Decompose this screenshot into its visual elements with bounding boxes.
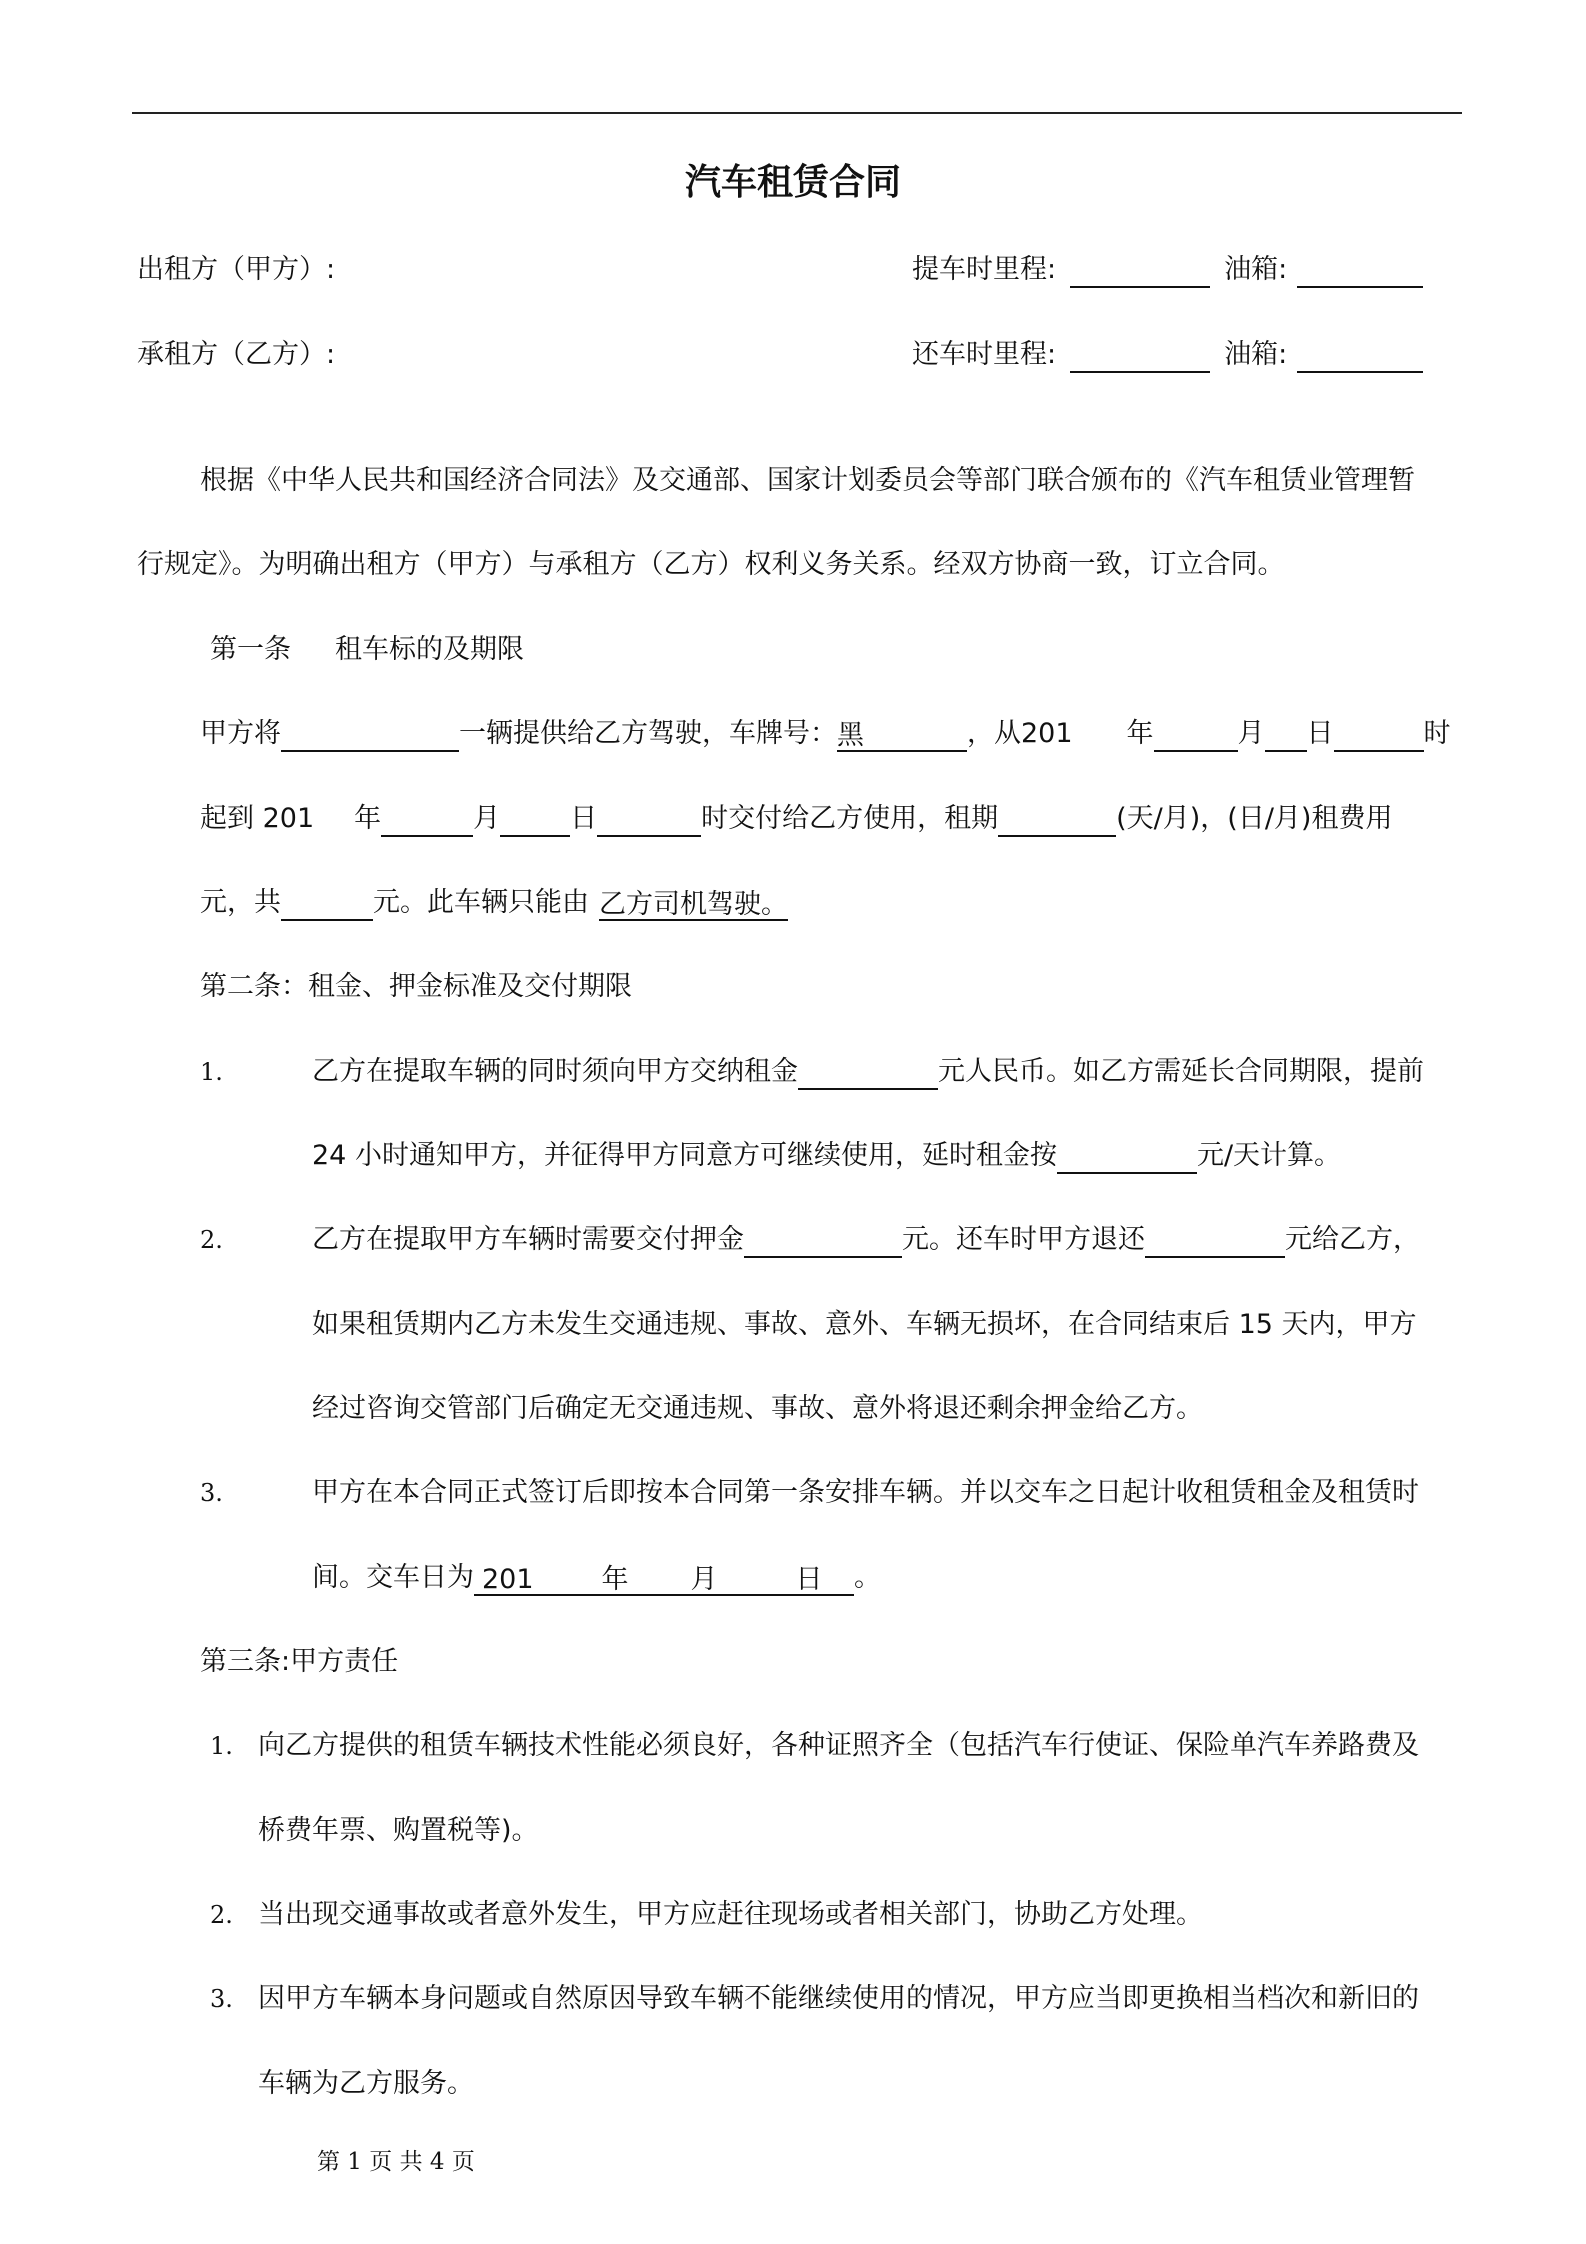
pickup-mileage-field xyxy=(912,252,1423,288)
lessor-label: 出租方（甲方）: xyxy=(137,254,336,285)
intro-line-1: 根据《中华人民共和国经济合同法》及交通部、国家计划委员会等部门联合颁布的《汽车租赁业管理暂 xyxy=(200,465,1415,496)
article3-item1-line-1: 向乙方提供的租赁车辆技术性能必须良好，各种证照齐全（包括汽车行使证、保险单汽车养路费及 xyxy=(258,1730,1419,1761)
return-mileage-field xyxy=(912,337,1423,373)
deposit-blank[interactable] xyxy=(744,1224,902,1258)
end-hour-blank[interactable] xyxy=(597,803,701,837)
article1-title: 租车标的及期限 xyxy=(335,634,524,665)
article2-item3-line-1: 甲方在本合同正式签订后即按本合同第一条安排车辆。并以交车之日起计收租赁租金及租赁时 xyxy=(312,1477,1419,1508)
article2-item2-number: 2. xyxy=(200,1226,223,1254)
article2-item2-line-1: 乙方在提取甲方车辆时需要交付押金 元。还车时甲方退还 元给乙方， xyxy=(312,1222,1420,1258)
rental-period-blank[interactable] xyxy=(998,803,1116,837)
delivery-date-blank[interactable]: 201 年 月 日 xyxy=(474,1562,854,1596)
article3-item2-number: 2. xyxy=(210,1901,233,1929)
start-day-blank[interactable] xyxy=(1265,718,1307,752)
pickup-mileage-blank[interactable] xyxy=(1070,254,1210,288)
start-hour-blank[interactable] xyxy=(1334,718,1424,752)
vehicle-blank[interactable] xyxy=(281,718,459,752)
article2-item1-line-1: 乙方在提取车辆的同时须向甲方交纳租金 元人民币。如乙方需延长合同期限，提前 xyxy=(312,1054,1424,1090)
pickup-mileage-label: 提车时里程: xyxy=(912,254,1057,285)
article1-line-2: 起到 201 年 月 日 时交付给乙方使用，租期 (天/月)，(日/月)租费用 xyxy=(200,801,1392,837)
return-mileage-label: 还车时里程: xyxy=(912,339,1057,370)
article3-item1-line-2: 桥费年票、购置税等)。 xyxy=(258,1815,539,1846)
header-rule xyxy=(132,112,1462,114)
refund-blank[interactable] xyxy=(1145,1224,1285,1258)
article3-item3-line-2: 车辆为乙方服务。 xyxy=(258,2068,474,2099)
page-footer: 第 1 页 共 4 页 xyxy=(317,2149,475,2175)
article3-item2-line-1: 当出现交通事故或者意外发生，甲方应赶往现场或者相关部门，协助乙方处理。 xyxy=(258,1899,1203,1930)
rent-amount-blank[interactable] xyxy=(798,1056,938,1090)
intro-line-2: 行规定》。为明确出租方（甲方）与承租方（乙方）权利义务关系。经双方协商一致，订立合同。 xyxy=(137,549,1285,580)
end-day-blank[interactable] xyxy=(500,803,570,837)
article1-line-1: 甲方将 一辆提供给乙方驾驶，车牌号：黑 ，从201 年 月 日 时 xyxy=(200,718,1451,751)
return-fuel-label: 油箱: xyxy=(1224,339,1288,370)
article3-item3-number: 3. xyxy=(210,1985,233,2013)
start-month-blank[interactable] xyxy=(1154,718,1238,752)
article2-item2-line-2: 如果租赁期内乙方未发生交通违规、事故、意外、车辆无损坏，在合同结束后 15 天内，甲方 xyxy=(312,1309,1417,1340)
article2-item3-line-2: 间。交车日为 201 年 月 日 。 xyxy=(312,1562,881,1595)
pickup-fuel-blank[interactable] xyxy=(1297,254,1423,288)
return-fuel-blank[interactable] xyxy=(1297,339,1423,373)
article2-item3-number: 3. xyxy=(200,1479,223,1507)
document-title: 汽车租赁合同 xyxy=(684,162,901,203)
lessee-label: 承租方（乙方）: xyxy=(137,339,336,370)
article3-item3-line-1: 因甲方车辆本身问题或自然原因导致车辆不能继续使用的情况，甲方应当即更换相当档次和新旧的 xyxy=(258,1983,1419,2014)
article1-heading xyxy=(210,632,524,668)
end-month-blank[interactable] xyxy=(381,803,473,837)
article2-item1-number: 1. xyxy=(200,1058,223,1086)
article1-line-3: 元，共 元。此车辆只能由 乙方司机驾驶。 xyxy=(200,887,788,920)
plate-blank[interactable]: 黑 xyxy=(837,718,967,752)
article3-heading: 第三条:甲方责任 xyxy=(200,1646,399,1677)
article3-item1-number: 1. xyxy=(210,1732,233,1760)
article2-heading: 第二条：租金、押金标准及交付期限 xyxy=(200,971,632,1002)
pickup-fuel-label: 油箱: xyxy=(1224,254,1288,285)
driver-blank[interactable]: 乙方司机驾驶。 xyxy=(599,889,788,920)
article2-item1-line-2: 24 小时通知甲方，并征得甲方同意方可继续使用，延时租金按 元/天计算。 xyxy=(312,1138,1341,1174)
article1-number: 第一条 xyxy=(210,634,291,665)
overtime-rent-blank[interactable] xyxy=(1057,1140,1197,1174)
article2-item2-line-3: 经过咨询交管部门后确定无交通违规、事故、意外将退还剩余押金给乙方。 xyxy=(312,1393,1203,1424)
return-mileage-blank[interactable] xyxy=(1070,339,1210,373)
total-fee-blank[interactable] xyxy=(281,887,373,921)
